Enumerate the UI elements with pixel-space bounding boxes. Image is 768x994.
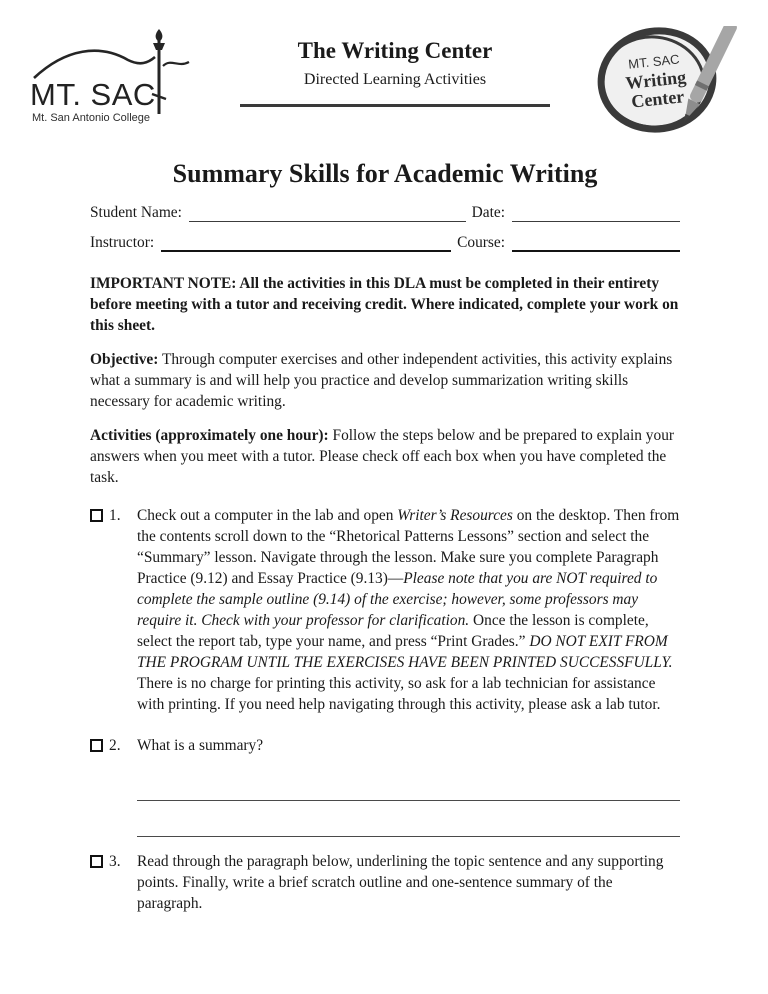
task-item-2 — [90, 735, 680, 837]
instructor-input-line[interactable] — [161, 234, 451, 252]
answer-line-1[interactable] — [137, 756, 680, 801]
instructor-course-row — [90, 234, 680, 252]
objective-label: Objective: — [90, 351, 159, 369]
answer-line-2[interactable] — [137, 801, 680, 837]
header — [0, 0, 768, 134]
date-input-line[interactable] — [512, 205, 680, 222]
task-3-marker — [90, 851, 137, 914]
task-2-checkbox[interactable] — [90, 739, 103, 752]
task-2-question: What is a summary? — [137, 737, 264, 755]
task-2-body — [137, 735, 680, 837]
date-label: Date: — [471, 204, 505, 221]
student-name-input-line[interactable] — [189, 205, 466, 222]
task-1-seg-0: Check out a computer in the lab and open — [137, 507, 398, 525]
task-1-text — [137, 505, 680, 715]
task-1-seg-4: Once the lesson is complete, select the report tab, type your name, and press “Print Grades.” — [137, 612, 649, 651]
task-1-number: 1. — [109, 507, 121, 525]
header-title: The Writing Center — [297, 38, 493, 63]
task-item-3 — [90, 851, 680, 914]
writing-center-badge-logo — [594, 26, 746, 134]
task-item-1 — [90, 505, 680, 715]
objective-text: Through computer exercises and other independent activities, this activity explains what a summary is and will help you practice and develop summarization writing skills necessary for academic writing. — [90, 351, 673, 411]
task-1-seg-3: Please note that you are NOT required to complete the sample outline (9.14) of the exercise; however, some professors may require it. Check with your professor for clarification. — [137, 570, 658, 630]
task-3-text: Read through the paragraph below, underlining the topic sentence and any supporting points. Finally, write a brief scratch outline and one-sentence summary of the paragraph. — [137, 853, 664, 913]
task-1-checkbox[interactable] — [90, 509, 103, 522]
task-1-marker — [90, 505, 137, 715]
header-center — [196, 26, 594, 107]
header-subtitle: Directed Learning Activities — [303, 71, 487, 88]
course-label: Course: — [457, 234, 505, 252]
course-input-line[interactable] — [512, 234, 680, 252]
task-3-number: 3. — [109, 853, 121, 871]
badge-text-mtsac: MT. SAC — [627, 51, 681, 72]
task-1-seg-5: DO NOT EXIT FROM THE PROGRAM UNTIL THE EXERCISES HAVE BEEN PRINTED SUCCESSFULLY. — [137, 633, 673, 672]
mtsac-mountain-torch-icon — [28, 26, 196, 124]
page-title: Summary Skills for Academic Writing — [172, 159, 598, 188]
task-3-checkbox[interactable] — [90, 855, 103, 868]
mtsac-logo-text: MT. SAC — [30, 77, 156, 112]
task-1-seg-6: There is no charge for printing this activity, so ask for a lab technician for assistance with printing. If you need help navigating through this activity, please ask a lab tutor. — [137, 675, 661, 714]
activities-paragraph — [90, 425, 680, 488]
student-name-label: Student Name: — [90, 204, 182, 221]
task-1-seg-2: on the desktop. Then from the contents scroll down to the “Rhetorical Patterns Lessons” section and select the “Summary” lesson. Navigate through the lesson. Make sure you complete Paragraph Practice (9.12) and Essay Practice (9.13)— — [137, 507, 680, 588]
badge-text-writing: Writing — [624, 66, 688, 94]
writing-center-badge-icon — [594, 26, 746, 134]
task-2-marker — [90, 735, 137, 837]
activities-text: Follow the steps below and be prepared to explain your answers when you meet with a tutor. Please check off each box when you have completed the task. — [90, 427, 675, 487]
document-body — [0, 159, 768, 914]
task-1-seg-1: Writer’s Resources — [397, 507, 513, 525]
student-name-date-row — [90, 204, 680, 222]
task-2-number: 2. — [109, 737, 121, 755]
activities-label: Activities (approximately one hour): — [90, 427, 329, 445]
header-divider — [240, 104, 550, 107]
mtsac-logo-subtitle: Mt. San Antonio College — [32, 112, 151, 124]
objective-paragraph — [90, 349, 680, 412]
badge-text-center: Center — [630, 86, 686, 112]
mtsac-college-logo — [28, 26, 196, 124]
instructor-label: Instructor: — [90, 234, 155, 252]
important-note: IMPORTANT NOTE: All the activities in this DLA must be completed in their entirety before meeting with a tutor and receiving credit. Where indicated, complete your work on this sheet. — [90, 275, 679, 335]
